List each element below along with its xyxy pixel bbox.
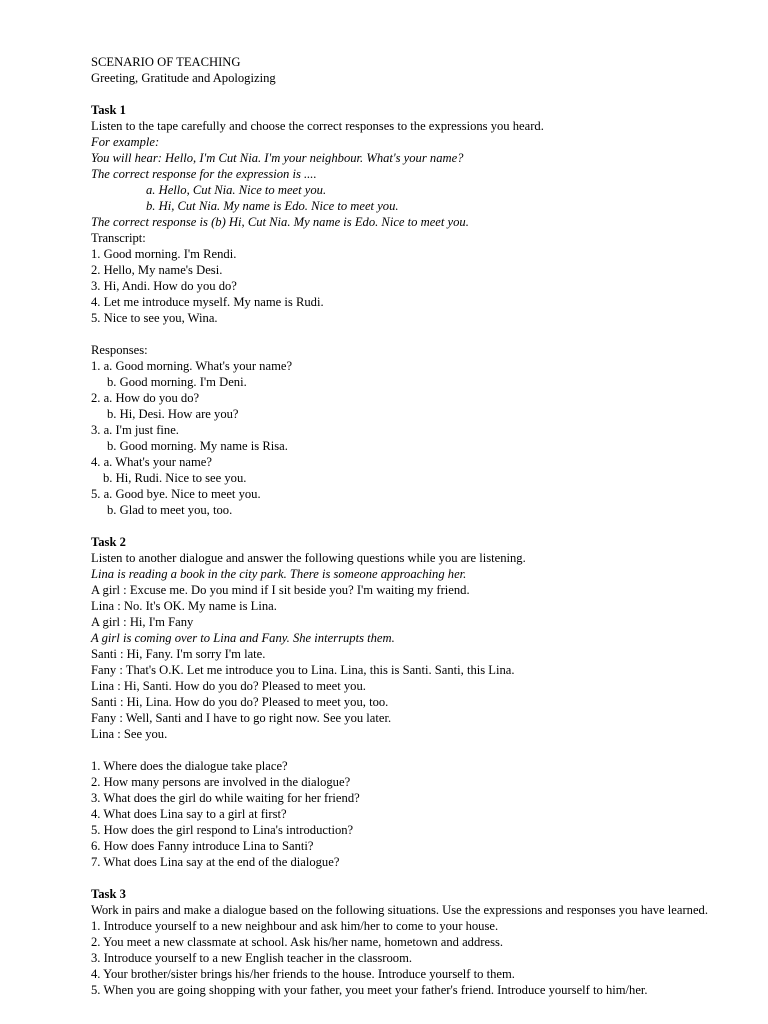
response-item: b. Hi, Desi. How are you? — [107, 407, 239, 421]
response-item: b. Glad to meet you, too. — [107, 503, 233, 517]
dialogue-line: Fany : Well, Santi and I have to go right now. See you later. — [91, 711, 392, 725]
response-item: 3. a. I'm just fine. — [91, 423, 179, 437]
response-item: 2. a. How do you do? — [91, 391, 200, 405]
transcript-item: 2. Hello, My name's Desi. — [91, 263, 223, 277]
task1-for-example: For example: — [91, 135, 160, 149]
situation-item: 5. When you are going shopping with your father, you meet your father's friend. Introduce yourself to him/her. — [91, 983, 648, 997]
responses-label: Responses: — [91, 343, 148, 357]
spacer — [91, 326, 711, 342]
task1-correct-is: The correct response is (b) Hi, Cut Nia. My name is Edo. Nice to meet you. — [91, 215, 469, 229]
spacer — [91, 870, 711, 886]
dialogue-line: Lina : Hi, Santi. How do you do? Pleased to meet you. — [91, 679, 366, 693]
response-item: b. Hi, Rudi. Nice to see you. — [103, 471, 247, 485]
task1-instruction: Listen to the tape carefully and choose the correct responses to the expressions you heard. — [91, 119, 544, 133]
question-item: 2. How many persons are involved in the dialogue? — [91, 775, 351, 789]
dialogue-line: Santi : Hi, Lina. How do you do? Pleased to meet you, too. — [91, 695, 389, 709]
task1-correct-for: The correct response for the expression is .... — [91, 167, 317, 181]
question-item: 6. How does Fanny introduce Lina to Santi? — [91, 839, 314, 853]
task3-heading: Task 3 — [91, 887, 126, 901]
document-title: SCENARIO OF TEACHING — [91, 55, 241, 69]
situation-item: 3. Introduce yourself to a new English teacher in the classroom. — [91, 951, 413, 965]
situation-item: 4. Your brother/sister brings his/her friends to the house. Introduce yourself to them. — [91, 967, 515, 981]
task3-instruction: Work in pairs and make a dialogue based on the following situations. Use the expressions and responses you have learned. — [91, 903, 708, 917]
task2-scene-1: Lina is reading a book in the city park. There is someone approaching her. — [91, 567, 467, 581]
spacer — [91, 86, 711, 102]
transcript-label: Transcript: — [91, 231, 146, 245]
task1-option-a: a. Hello, Cut Nia. Nice to meet you. — [146, 183, 327, 197]
document-subtitle: Greeting, Gratitude and Apologizing — [91, 71, 276, 85]
document-content — [91, 54, 711, 998]
task2-scene-2: A girl is coming over to Lina and Fany. She interrupts them. — [91, 631, 395, 645]
situation-item: 2. You meet a new classmate at school. Ask his/her name, hometown and address. — [91, 935, 504, 949]
question-item: 4. What does Lina say to a girl at first? — [91, 807, 287, 821]
dialogue-line: Santi : Hi, Fany. I'm sorry I'm late. — [91, 647, 266, 661]
response-item: 5. a. Good bye. Nice to meet you. — [91, 487, 261, 501]
transcript-item: 4. Let me introduce myself. My name is Rudi. — [91, 295, 324, 309]
question-item: 5. How does the girl respond to Lina's introduction? — [91, 823, 354, 837]
spacer — [91, 518, 711, 534]
transcript-item: 1. Good morning. I'm Rendi. — [91, 247, 237, 261]
task1-you-will-hear: You will hear: Hello, I'm Cut Nia. I'm your neighbour. What's your name? — [91, 151, 464, 165]
question-item: 1. Where does the dialogue take place? — [91, 759, 288, 773]
task1-heading: Task 1 — [91, 103, 126, 117]
spacer — [91, 742, 711, 758]
response-item: 4. a. What's your name? — [91, 455, 212, 469]
situation-item: 1. Introduce yourself to a new neighbour and ask him/her to come to your house. — [91, 919, 499, 933]
dialogue-line: Lina : See you. — [91, 727, 168, 741]
dialogue-line: A girl : Excuse me. Do you mind if I sit beside you? I'm waiting my friend. — [91, 583, 470, 597]
response-item: b. Good morning. I'm Deni. — [107, 375, 247, 389]
response-item: 1. a. Good morning. What's your name? — [91, 359, 293, 373]
dialogue-line: Fany : That's O.K. Let me introduce you to Lina. Lina, this is Santi. Santi, this Lina. — [91, 663, 515, 677]
task1-option-b: b. Hi, Cut Nia. My name is Edo. Nice to meet you. — [146, 199, 399, 213]
question-item: 7. What does Lina say at the end of the dialogue? — [91, 855, 340, 869]
transcript-item: 5. Nice to see you, Wina. — [91, 311, 218, 325]
dialogue-line: A girl : Hi, I'm Fany — [91, 615, 194, 629]
dialogue-line: Lina : No. It's OK. My name is Lina. — [91, 599, 277, 613]
question-item: 3. What does the girl do while waiting for her friend? — [91, 791, 360, 805]
response-item: b. Good morning. My name is Risa. — [107, 439, 288, 453]
task2-heading: Task 2 — [91, 535, 126, 549]
transcript-item: 3. Hi, Andi. How do you do? — [91, 279, 237, 293]
task2-instruction: Listen to another dialogue and answer the following questions while you are listening. — [91, 551, 526, 565]
